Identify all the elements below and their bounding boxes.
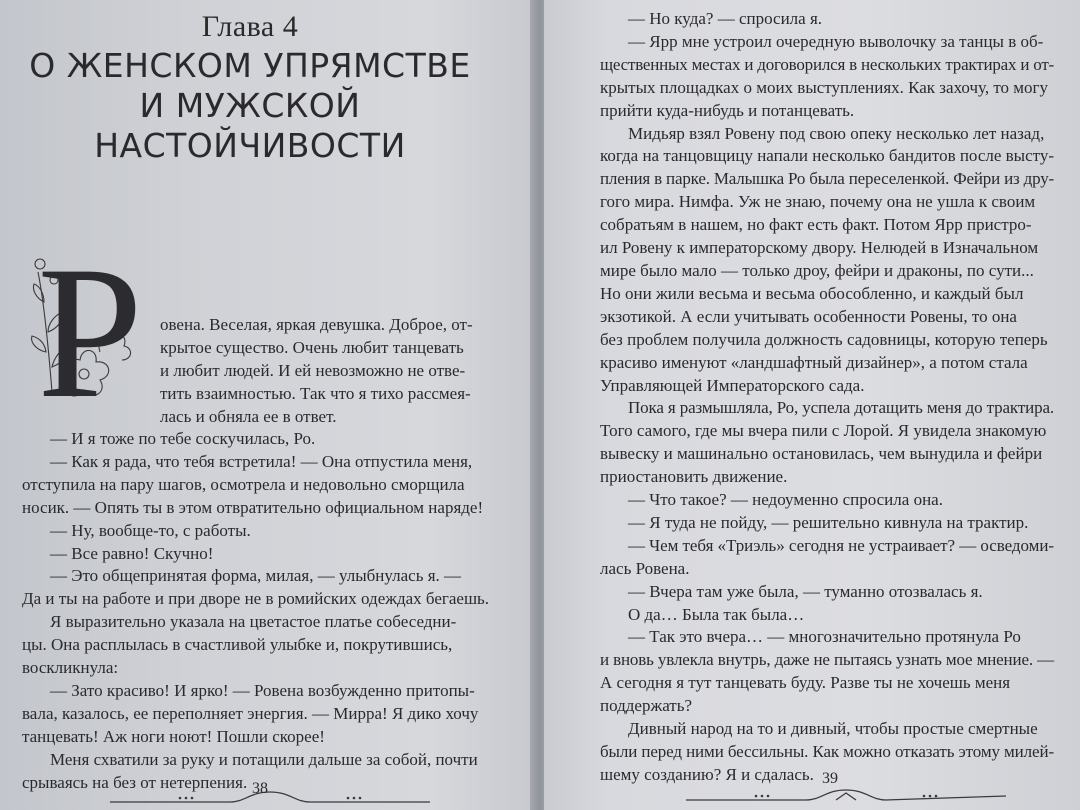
text-line: экзотикой. А если учитывать особенности Ровены, то она (600, 306, 1017, 326)
text-line: — Чем тебя «Триэль» сегодня не устраивает? — осведоми- (628, 535, 1054, 555)
chapter-title-line: О ЖЕНСКОМ УПРЯМСТВЕ (29, 46, 471, 85)
text-line: крытое существо. Очень любит танцевать (160, 337, 464, 357)
chapter-number: Глава 4 (201, 10, 299, 43)
text-line: Я выразительно указала на цветастое платье собеседни- (50, 612, 457, 632)
text-line: — Зато красиво! И ярко! — Ровена возбужденно притопы- (50, 680, 475, 700)
text-line: крытых площадках о моих выступлениях. Как захочу, то могу (600, 77, 1049, 97)
text-line: — Все равно! Скучно! (50, 543, 214, 563)
text-line: Того самого, где мы вчера пили с Лорой. Я увидела знакомую (600, 421, 1047, 441)
text-line: мире было мало — только дроу, фейри и драконы, по сути... (600, 260, 1034, 280)
text-line: шему созданию? Я и сдалась. (600, 764, 814, 784)
text-line: Меня схватили за руку и потащили дальше за собой, почти (50, 749, 478, 769)
text-line: лась Ровена. (600, 558, 690, 578)
text-line: — Вчера там уже была, — туманно отозвалась я. (628, 581, 983, 601)
text-line: вывеску и машинально остановилась, чем вынудила и фейри (600, 444, 1043, 464)
text-line: Управляющей Императорского сада. (600, 375, 865, 395)
text-line: приостановить движение. (600, 467, 788, 487)
text-line: — Как я рада, что тебя встретила! — Она отпустила меня, (50, 451, 473, 471)
text-line: прийти куда-нибудь и потанцевать. (600, 100, 855, 120)
text-line: пления в парке. Малышка Ро была переселенкой. Фейри из дру- (600, 169, 1054, 189)
page-number: 39 (822, 770, 838, 787)
text-line: вала, казалось, ее переполняет энергия. — Мирра! Я дико хочу (22, 703, 479, 723)
chapter-title-line: НАСТОЙЧИВОСТИ (94, 126, 406, 165)
text-line: Мидьяр взял Ровену под свою опеку несколько лет назад, (628, 123, 1045, 143)
text-line: — Я туда не пойду, — решительно кивнула на трактир. (628, 512, 1029, 532)
text-line: А сегодня я тут танцевать буду. Разве ты не хочешь меня (600, 673, 1011, 693)
text-line: Да и ты на работе и при дворе не в ромийских одеждах бегаешь. (22, 589, 490, 609)
text-line: — Но куда? — спросила я. (628, 9, 823, 28)
text-line: цы. Она расплылась в счастливой улыбке и, покрутившись, (22, 635, 453, 655)
dropcap-paragraph (160, 314, 494, 429)
text-line: лась и обняла ее в ответ. (160, 406, 337, 426)
left-page (0, 0, 536, 810)
text-line: собратьям в нашем, но факт есть факт. Потом Ярр пристро- (600, 215, 1032, 235)
text-line: воскликнула: (22, 658, 119, 678)
text-line: щественных местах и договорился в нескольких трактирах и от- (600, 54, 1054, 74)
text-line: — Так это вчера… — многозначительно протянула Ро (628, 627, 1021, 647)
text-line: — Это общепринятая форма, милая, — улыбнулась я. — (50, 566, 462, 586)
text-line: срываясь на без от нетерпения. (22, 772, 248, 792)
text-line: О да… Была так была… (628, 604, 805, 624)
text-line: Пока я размышляла, Ро, успела дотащить меня до трактира. (628, 398, 1054, 418)
text-line: красиво именуют «ландшафтный дизайнер», а потом стала (600, 352, 1028, 372)
text-line: овена. Веселая, яркая девушка. Доброе, от- (160, 315, 473, 334)
left-body-text (22, 428, 494, 795)
text-line: гого мира. Нимфа. Уж не знаю, почему она не ушла к своим (600, 192, 1036, 212)
floral-dropcap-ornament-icon (30, 232, 158, 420)
text-line: поддержать? (600, 696, 693, 716)
text-line: Но они жили весьма и весьма обособленно, и каждый был (600, 283, 1024, 303)
right-page (544, 0, 1080, 810)
text-line: и любит людей. И ей невозможно не отве- (160, 360, 466, 380)
text-line: Дивный народ на то и дивный, чтобы простые смертные (628, 719, 1038, 739)
text-line: — Ярр мне устроил очередную выволочку за танцы в об- (628, 31, 1044, 51)
page-number: 38 (252, 780, 268, 797)
chapter-title-line: И МУЖСКОЙ (139, 86, 361, 125)
text-line: — Что такое? — недоуменно спросила она. (628, 490, 943, 510)
text-line: отступила на пару шагов, осмотрела и недовольно сморщила (22, 474, 465, 494)
text-line: — И я тоже по тебе соскучилась, Ро. (50, 429, 316, 448)
right-body-text (600, 8, 1054, 787)
text-line: ил Ровену к императорскому двору. Нелюдей в Изначальном (600, 238, 1039, 258)
text-line: когда на танцовщицу напали несколько бандитов после высту- (600, 146, 1054, 166)
drop-cap-letter: Р (37, 232, 143, 420)
text-line: без проблем получила должность садовницы, которую теперь (600, 329, 1048, 349)
text-line: были перед ними бессильны. Как можно отказать этому милей- (600, 742, 1054, 761)
chapter-title (0, 46, 500, 166)
text-line: носик. — Опять ты в этом отвратительно официальном наряде! (22, 497, 484, 517)
text-line: танцевать! Аж ноги ноют! Пошли скорее! (22, 726, 325, 746)
text-line: тить взаимностью. Так что я тихо рассмея- (160, 383, 471, 403)
text-line: и вновь увлекла внутрь, даже не пытаясь узнать мое мнение. — (600, 650, 1054, 670)
text-line: — Ну, вообще-то, с работы. (50, 520, 251, 540)
